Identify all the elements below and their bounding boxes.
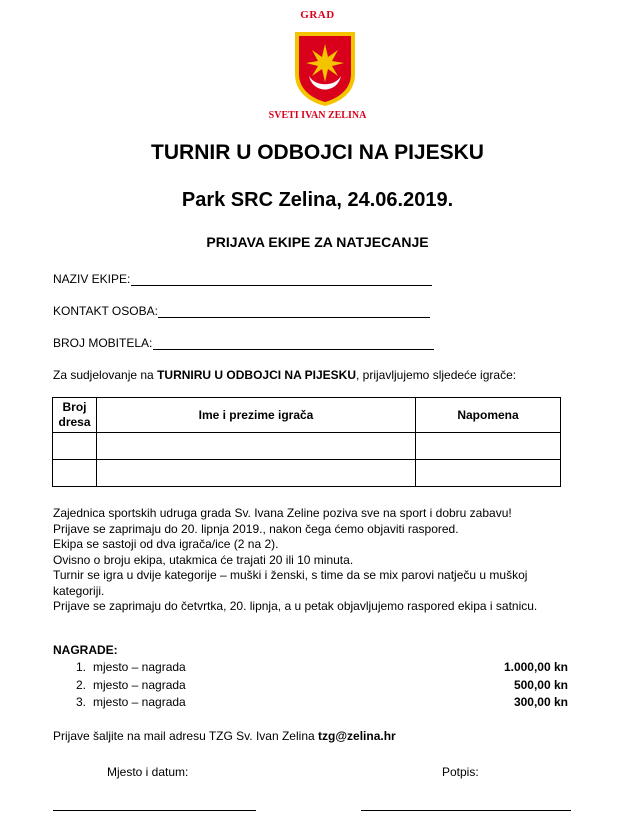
phone-field[interactable] xyxy=(153,349,434,350)
info-line: Ovisno o broju ekipa, utakmica će trajati 20 ili 10 minuta. xyxy=(53,552,354,567)
email-link[interactable]: tzg@zelina.hr xyxy=(318,729,396,743)
col-player-name: Ime i prezime igrača xyxy=(97,398,416,433)
info-line: Prijave se zaprimaju do četvrtka, 20. lipnja, a u petak objavljujemo raspored ekipa i satnicu. xyxy=(53,599,538,613)
table-cell[interactable] xyxy=(53,433,97,460)
table-cell[interactable] xyxy=(97,460,416,487)
prizes-title: NAGRADE: xyxy=(53,643,118,657)
table-header-row xyxy=(53,398,561,433)
place-date-line[interactable] xyxy=(53,810,256,811)
table-row xyxy=(53,433,561,460)
intro-bold: TURNIRU U ODBOJCI NA PIJESKU xyxy=(157,368,356,382)
intro-text xyxy=(53,368,516,382)
info-line: Turnir se igra u dvije kategorije – muški i ženski, s time da se mix parovi natječu u muškoj kategoriji. xyxy=(53,568,528,598)
phone-label: BROJ MOBITELA: xyxy=(53,336,153,350)
table-cell[interactable] xyxy=(416,460,561,487)
place-date-label: Mjesto i datum: xyxy=(107,765,189,779)
intro-after: , prijavljujemo sljedeće igrače: xyxy=(356,368,517,382)
col-jersey-number: Broj dresa xyxy=(53,398,97,433)
info-line: Prijave se zaprimaju do 20. lipnja 2019., nakon čega ćemo objaviti raspored. xyxy=(53,521,459,536)
info-line: Zajednica sportskih udruga grada Sv. Ivana Zeline poziva sve na sport i dobru zabavu! xyxy=(53,506,512,520)
col-note: Napomena xyxy=(416,398,561,433)
team-name-field[interactable] xyxy=(131,285,432,286)
signature-label: Potpis: xyxy=(442,765,479,779)
prize-amount: 500,00 kn xyxy=(513,678,568,692)
prize-number: 1. xyxy=(75,660,86,674)
prize-text: mjesto – nagrada xyxy=(93,678,186,692)
table-cell[interactable] xyxy=(53,460,97,487)
prize-amount: 1.000,00 kn xyxy=(503,660,568,674)
event-subtitle: Park SRC Zelina, 24.06.2019. xyxy=(181,189,454,211)
table-cell[interactable] xyxy=(416,433,561,460)
info-text xyxy=(53,506,573,615)
crest-bottom-text: SVETI IVAN ZELINA xyxy=(268,110,367,121)
prize-text: mjesto – nagrada xyxy=(93,660,186,674)
prize-amount: 300,00 kn xyxy=(513,695,568,709)
prize-number: 2. xyxy=(75,678,86,692)
team-name-label: NAZIV EKIPE: xyxy=(53,272,131,286)
coat-of-arms-icon xyxy=(293,30,357,108)
signature-line[interactable] xyxy=(361,810,571,811)
mail-text xyxy=(53,729,396,743)
prize-text: mjesto – nagrada xyxy=(93,695,186,709)
crest-top-text: GRAD xyxy=(300,9,335,21)
prize-number: 3. xyxy=(75,695,86,709)
page-title: TURNIR U ODBOJCI NA PIJESKU xyxy=(151,141,484,164)
table-row xyxy=(53,460,561,487)
table-cell[interactable] xyxy=(97,433,416,460)
contact-field[interactable] xyxy=(158,317,430,318)
mail-label: Prijave šaljite na mail adresu TZG Sv. Ivan Zelina xyxy=(53,729,315,743)
info-line: Ekipa se sastoji od dva igrača/ice (2 na 2). xyxy=(53,537,279,551)
players-table xyxy=(52,397,561,487)
form-heading: PRIJAVA EKIPE ZA NATJECANJE xyxy=(206,234,429,250)
intro-before: Za sudjelovanje na xyxy=(53,368,154,382)
contact-label: KONTAKT OSOBA: xyxy=(53,304,158,318)
